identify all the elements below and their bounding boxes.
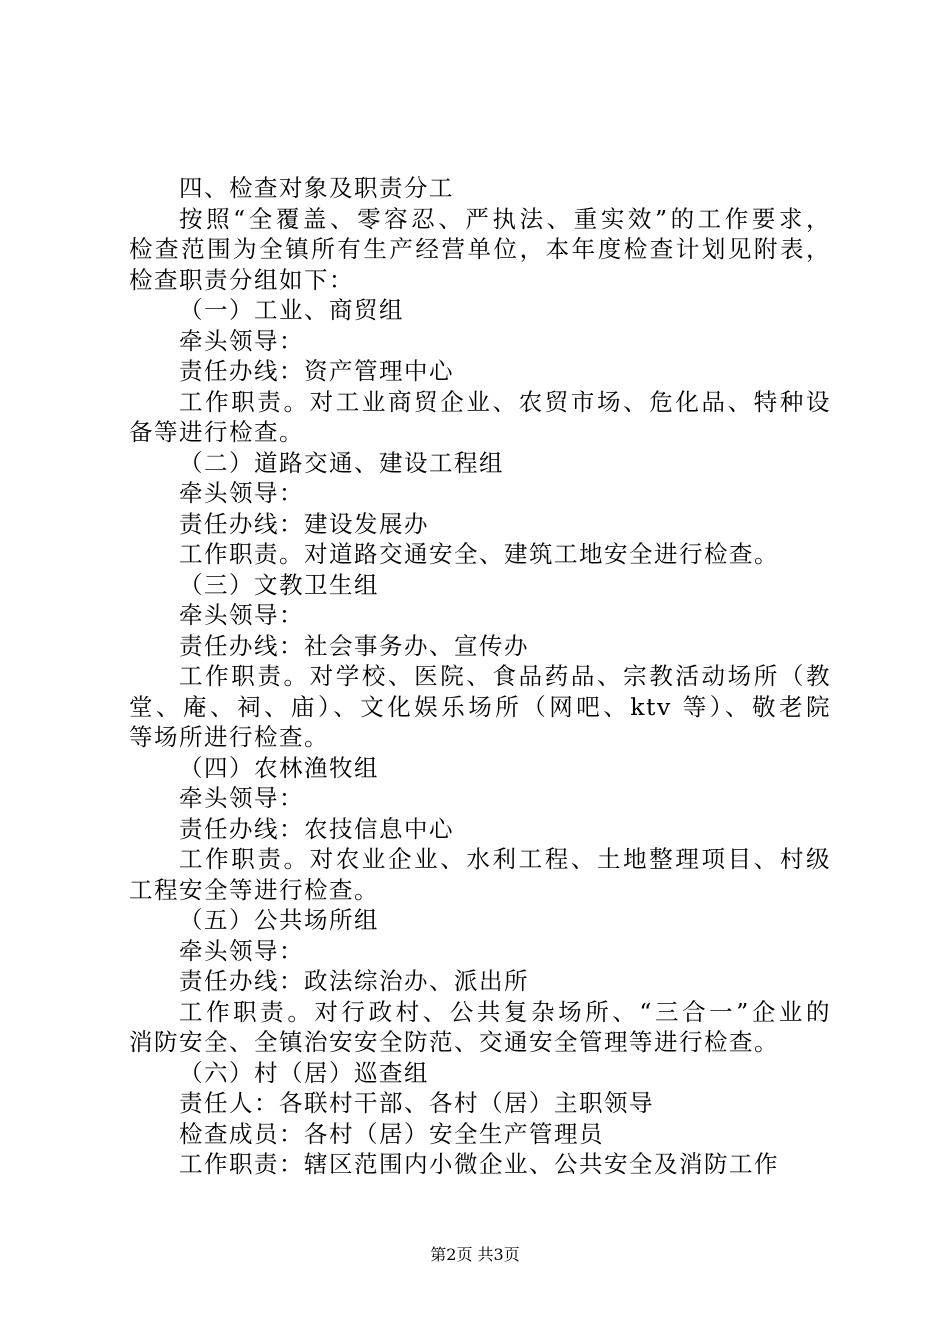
text-line: 四、检查对象及职责分工 bbox=[179, 174, 454, 202]
text-line: 工程安全等进行检查。 bbox=[129, 875, 379, 904]
text-line: 消防安全、全镇治安安全防范、交通安全管理等进行检查。 bbox=[129, 1028, 779, 1056]
text-line: 工作职责。对学校、医院、食品药品、宗教活动场所（教 bbox=[179, 662, 831, 690]
text-line: （二）道路交通、建设工程组 bbox=[179, 448, 504, 477]
text-line: 责任办线：政法综治办、派出所 bbox=[179, 967, 529, 995]
text-line: 责任办线：建设发展办 bbox=[179, 509, 429, 538]
text-line: 工作职责。对农业企业、水利工程、土地整理项目、村级 bbox=[179, 845, 831, 873]
text-line: 检查成员：各村（居）安全生产管理员 bbox=[179, 1119, 604, 1148]
text-line: 牵头领导： bbox=[179, 784, 304, 812]
text-line: （三）文教卫生组 bbox=[179, 570, 379, 599]
text-line: 工作职责。对行政村、公共复杂场所、“三合一”企业的 bbox=[179, 997, 831, 1026]
text-line: 责任人：各联村干部、各村（居）主职领导 bbox=[179, 1089, 654, 1117]
page-footer: 第2页 共3页 bbox=[430, 1245, 520, 1264]
text-line: （五）公共场所组 bbox=[179, 906, 379, 934]
text-line: 按照“全覆盖、零容忍、严执法、重实效”的工作要求， bbox=[179, 204, 831, 233]
text-line: 牵头领导： bbox=[179, 936, 304, 965]
text-line: 工作职责。对工业商贸企业、农贸市场、危化品、特种设 bbox=[179, 387, 831, 416]
text-line: 堂、庵、祠、庙）、文化娱乐场所（网吧、ktv 等）、敬老院 bbox=[129, 692, 831, 721]
text-line: 工作职责。对道路交通安全、建筑工地安全进行检查。 bbox=[179, 540, 779, 568]
text-line: 备等进行检查。 bbox=[129, 418, 304, 446]
text-line: 责任办线：社会事务办、宣传办 bbox=[179, 631, 529, 660]
text-line: 责任办线：农技信息中心 bbox=[179, 814, 454, 843]
text-line: （四）农林渔牧组 bbox=[179, 753, 379, 782]
text-line: 牵头领导： bbox=[179, 326, 304, 355]
text-line: 等场所进行检查。 bbox=[129, 723, 329, 751]
text-line: （六）村（居）巡查组 bbox=[179, 1058, 429, 1087]
text-line: 检查职责分组如下： bbox=[129, 265, 354, 294]
text-line: 牵头领导： bbox=[179, 601, 304, 629]
text-line: 工作职责：辖区范围内小微企业、公共安全及消防工作 bbox=[179, 1150, 779, 1178]
text-line: 检查范围为全镇所有生产经营单位，本年度检查计划见附表， bbox=[129, 235, 831, 263]
text-line: 责任办线：资产管理中心 bbox=[179, 357, 454, 385]
text-line: 牵头领导： bbox=[179, 479, 304, 507]
document-body bbox=[129, 173, 831, 1180]
text-line: （一）工业、商贸组 bbox=[179, 296, 404, 324]
